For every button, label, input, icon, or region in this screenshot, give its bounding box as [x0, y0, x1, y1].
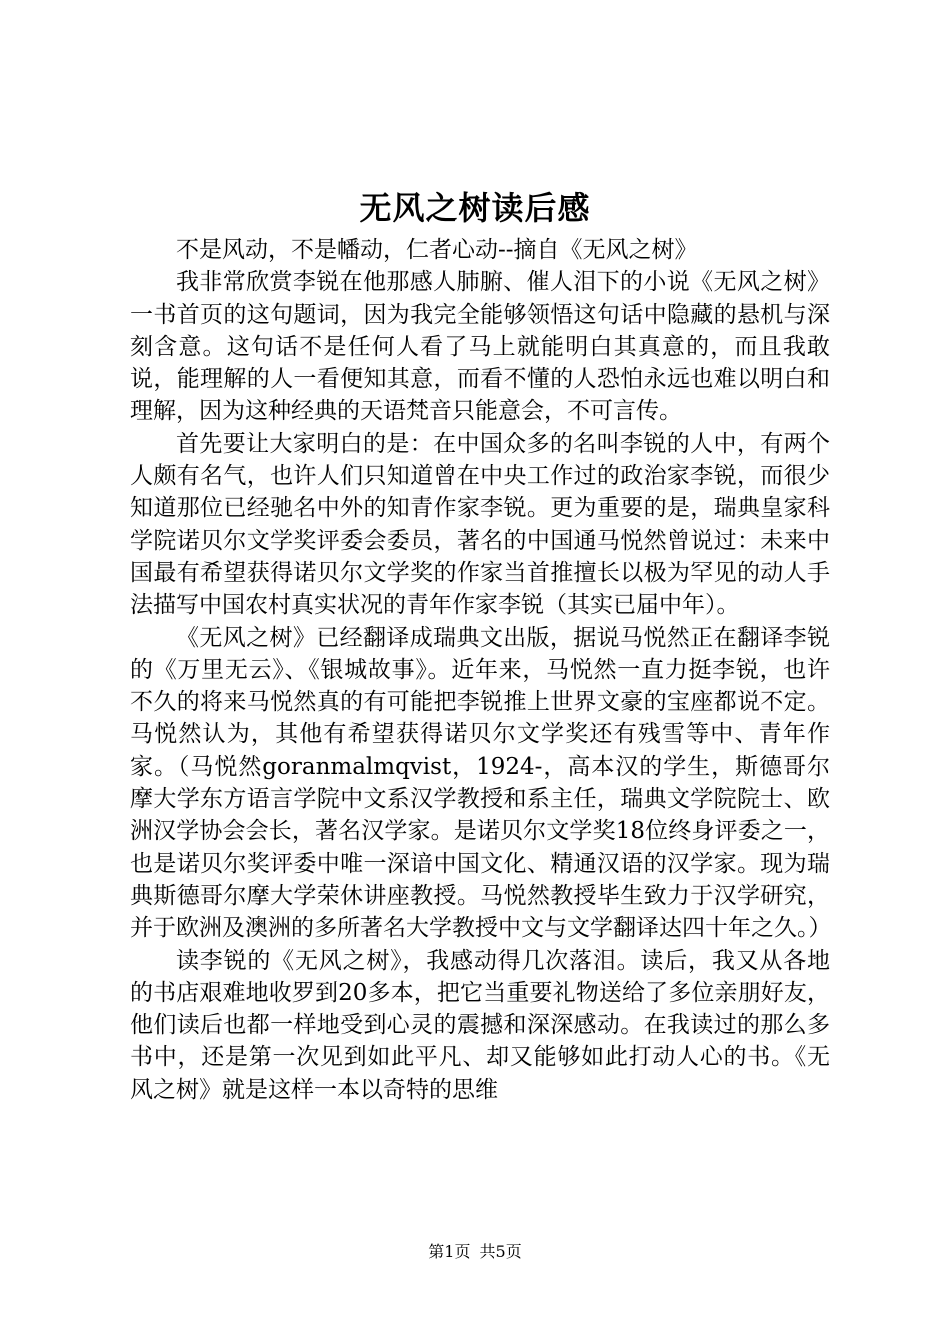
paragraph-1: 我非常欣赏李锐在他那感人肺腑、催人泪下的小说《无风之树》一书首页的这句题词，因为我完全能够领悟这句话中隐藏的悬机与深刻含意。这句话不是任何人看了马上就能明白其真意的，而且我敢说，能理解的人一看便知其意，而看不懂的人恐怕永远也难以明白和理解，因为这种经典的天语梵音只能意会，不可言传。	[130, 269, 830, 425]
document-body	[130, 234, 830, 1106]
paragraph-3: 《无风之树》已经翻译成瑞典文出版，据说马悦然正在翻译李锐的《万里无云》、《银城故事》。近年来，马悦然一直力挺李锐，也许不久的将来马悦然真的有可能把李锐推上世界文豪的宝座都说不定。马悦然认为，其他有希望获得诺贝尔文学奖还有残雪等中、青年作家。（马悦然goranmalmqvist，1924-，高本汉的学生，斯德哥尔摩大学东方语言学院中文系汉学教授和系主任，瑞典文学院院士、欧洲汉学协会会长，著名汉学家。是诺贝尔文学奖18位终身评委之一，也是诺贝尔奖评委中唯一深谙中国文化、精通汉语的汉学家。现为瑞典斯德哥尔摩大学荣休讲座教授。马悦然教授毕生致力于汉学研究，并于欧洲及澳洲的多所著名大学教授中文与文学翻译达四十年之久。）	[130, 624, 832, 942]
document-title: 无风之树读后感	[359, 189, 591, 227]
page-footer	[0, 1240, 950, 1264]
page-number: 第1页	[428, 1242, 471, 1261]
paragraph-2: 首先要让大家明白的是：在中国众多的名叫李锐的人中，有两个人颇有名气，也许人们只知道曾在中央工作过的政治家李锐，而很少知道那位已经驰名中外的知青作家李锐。更为重要的是，瑞典皇家科学院诺贝尔文学奖评委会委员，著名的中国通马悦然曾说过：未来中国最有希望获得诺贝尔文学奖的作家当首推擅长以极为罕见的动人手法描写中国农村真实状况的青年作家李锐（其实已届中年）。	[130, 430, 830, 619]
page-total: 共5页	[479, 1242, 522, 1261]
paragraph-4: 读李锐的《无风之树》，我感动得几次落泪。读后，我又从各地的书店艰难地收罗到20多本，把它当重要礼物送给了多位亲朋好友，他们读后也都一样地受到心灵的震撼和深深感动。在我读过的那么多书中，还是第一次见到如此平凡、却又能够如此打动人心的书。《无风之树》就是这样一本以奇特的思维	[130, 947, 830, 1103]
paragraph-epigraph: 不是风动，不是幡动，仁者心动--摘自《无风之树》	[176, 237, 698, 263]
